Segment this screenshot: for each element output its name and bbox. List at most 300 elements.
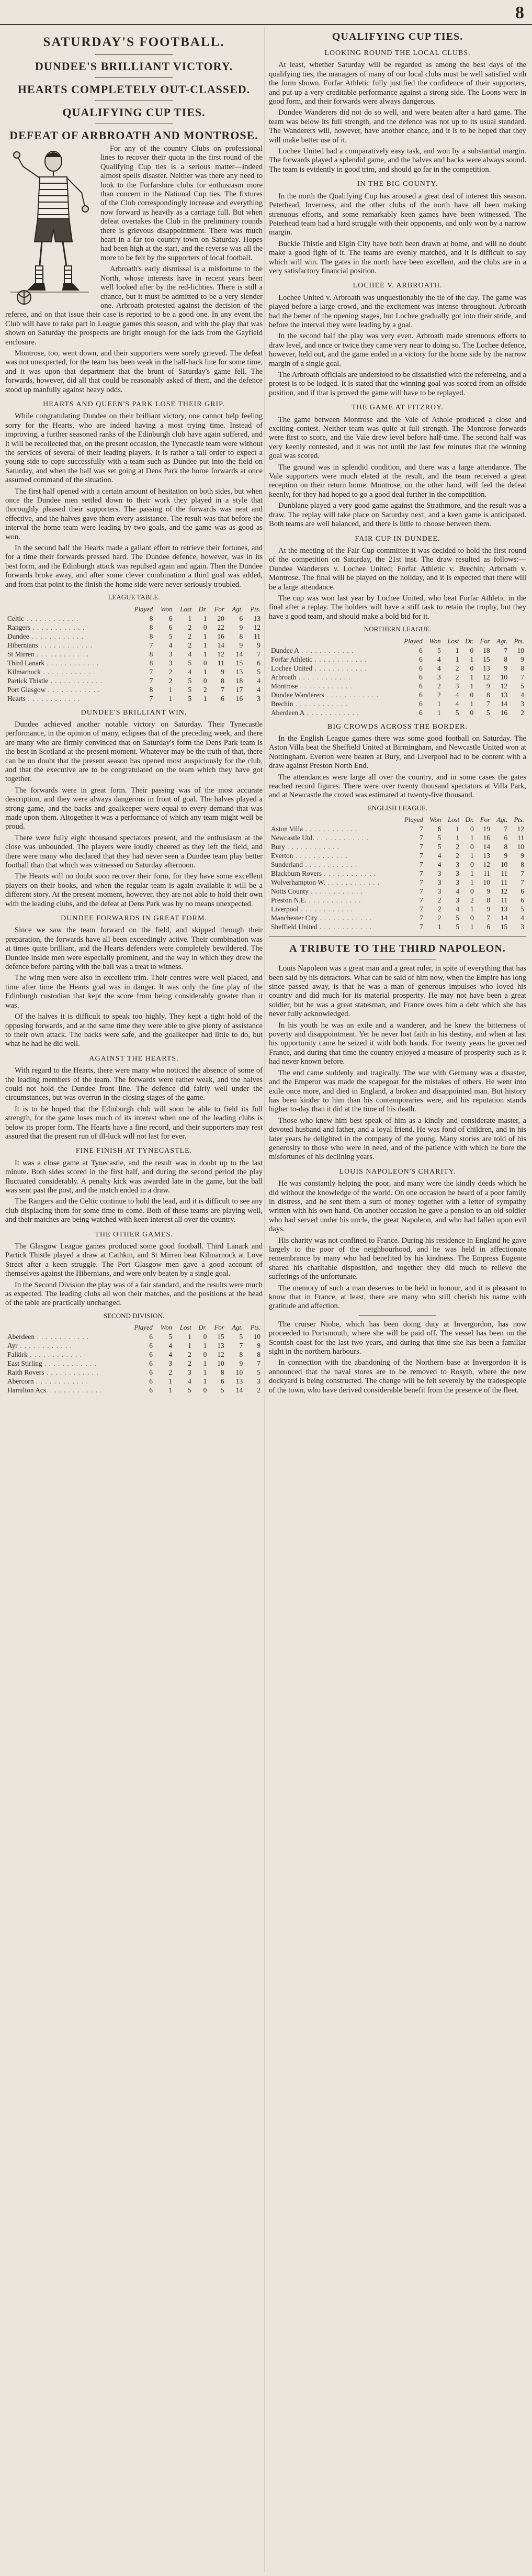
stat-cell: 4 (188, 667, 192, 676)
team-name-cell: Ayr . . . (5, 1341, 127, 1350)
stat-cell: 1 (437, 708, 441, 717)
stat-cell: 5 (455, 708, 459, 717)
stat-cell: 8 (221, 676, 224, 685)
team-name-cell: Partick Thistle . . . (5, 676, 127, 685)
stat-cell: 6 (504, 834, 508, 842)
stat-cell: 0 (203, 1351, 207, 1359)
stat-cell: 4 (437, 664, 441, 672)
article-paragraph: Those who knew him best speak of him as a kindly and considerate master, a devoted husband and father, and a loyal friend. He was fond of children, and in his later years he delighted in the company of the young. Many stories are told of his generosity to those who were in need, and of the patience with which he bore the misfortunes of his declining years. (269, 1116, 526, 1162)
stat-cell: 1 (470, 878, 474, 887)
section-subhead: LOCHEE V. ARBROATH. (353, 282, 443, 290)
table-row (269, 878, 526, 887)
stat-cell: 10 (483, 878, 490, 887)
stat-cell: 3 (456, 861, 460, 869)
section-subhead: BIG CROWDS ACROSS THE BORDER. (327, 722, 468, 731)
stat-cell: 11 (483, 869, 490, 878)
stat-cell: 2 (188, 1359, 191, 1368)
stat-cell: 4 (456, 905, 460, 913)
stat-cell: 6 (149, 1368, 153, 1377)
article-paragraph: Louis Napoleon was a great man and a great ruler, in spite of everything that has been said by his detractors. What can be said of him now, when the Empire has long since passed away, is that he was a man of generous impulses who loved his country and did much for its material prosperity. He may not have been a great soldier, but he was a great statesman, and France owes him a debt which she has never fully acknowledged. (269, 964, 526, 1019)
stat-cell: 6 (168, 614, 173, 622)
section-rule (269, 936, 526, 937)
stat-cell: 6 (520, 896, 524, 905)
stat-cell: 6 (149, 1342, 153, 1350)
table-header-cell: Dr. (465, 816, 474, 824)
stat-cell: 9 (486, 887, 490, 896)
stat-cell: 12 (217, 1351, 224, 1359)
stat-cell: 8 (149, 623, 153, 631)
left-column (5, 27, 263, 2574)
league-table (5, 605, 263, 703)
stat-cell: 1 (168, 1386, 173, 1395)
team-name-cell: Blackburn Rovers . . . (269, 869, 399, 878)
stat-cell: 12 (217, 650, 224, 658)
stat-cell: 13 (483, 852, 490, 860)
table-header-cell (5, 605, 127, 614)
table-header-cell: Played (404, 816, 423, 824)
stat-cell: 7 (149, 667, 153, 676)
team-name-cell: Bury . . . (269, 842, 399, 851)
table-row (269, 913, 526, 922)
article-paragraph: He was constantly helping the poor, and many were the kindly deeds which he did without the knowledge of the world. On one occasion he heard of a poor family in distress, and he sent them a sum of money together with a letter of sympathy written with his own hand. On another occasion he gave a pension to an old soldier who had served under his uncle, the great Napoleon, and who had fallen upon evil days. (269, 1179, 526, 1234)
stat-cell: 6 (418, 682, 423, 690)
table-row (269, 690, 526, 699)
stat-cell: 6 (418, 708, 423, 717)
article-paragraph: The wing men were also in excellent trim. Their centres were well placed, and time after time the Hearts goal was in danger. It was only the fine play of the Edinburgh custodian that kept the score from being considerably greater than it was. (5, 974, 263, 1010)
table-row (269, 851, 526, 860)
stat-cell: 1 (455, 655, 459, 663)
article-paragraph: It was a close game at Tynecastle, and the result was in doubt up to the last minute. Both sides scored in the first half, and during the second period the play fluctuated considerably. A penalty kick was awarded late in the game, but the ball was sent past the post, and the match ended in a draw. (5, 1158, 263, 1195)
stat-cell: 17 (235, 685, 243, 694)
stat-cell: 1 (188, 614, 192, 622)
table-header-cell: For (480, 816, 490, 824)
stat-cell: 9 (520, 655, 524, 663)
stat-cell: 4 (188, 650, 192, 658)
article-paragraph: In the second half the Hearts made a gallant effort to retrieve their fortunes, and for a time their forwards pressed hard. The Dundee defence, however, was in its best form, and the Edinburgh attack was repulsed again and again. Then the Dundee forwards broke away, and after some clever combination a third goal was added, and from that point to the finish the home side were never seriously troubled. (5, 544, 263, 589)
table-row (5, 694, 263, 703)
stat-cell: 4 (257, 676, 261, 685)
table-row (269, 842, 526, 851)
stat-cell: 8 (149, 650, 153, 658)
stat-cell: 12 (500, 887, 508, 896)
section-subhead: LOUIS NAPOLEON'S CHARITY. (339, 1167, 456, 1176)
stat-cell: 7 (419, 923, 423, 931)
stat-cell: 16 (483, 834, 490, 842)
stat-cell: 7 (520, 878, 524, 887)
stat-cell: 7 (149, 641, 153, 649)
stat-cell: 5 (188, 659, 192, 667)
stat-cell: 16 (500, 708, 508, 717)
stat-cell: 0 (203, 1333, 207, 1341)
stat-cell: 5 (188, 694, 192, 702)
table-row (269, 905, 526, 913)
table-header-row (269, 816, 526, 824)
stat-cell: 19 (483, 825, 490, 833)
stat-cell: 7 (239, 1342, 243, 1350)
stat-cell: 6 (418, 699, 423, 708)
stat-cell: 11 (217, 659, 224, 667)
stat-cell: 7 (419, 861, 423, 869)
stat-cell: 4 (437, 852, 442, 860)
stat-cell: 7 (419, 896, 423, 905)
team-name-cell: Dundee . . . (5, 632, 127, 641)
stat-cell: 4 (456, 887, 460, 896)
table-row (5, 1341, 263, 1350)
table-header-cell: Lost (447, 637, 459, 645)
stat-cell: 14 (217, 641, 224, 649)
stat-cell: 0 (203, 676, 207, 685)
table-row (5, 685, 263, 694)
team-name-cell: Notts County . . . (269, 887, 399, 896)
stat-cell: 6 (437, 825, 442, 833)
stat-cell: 6 (239, 614, 243, 622)
team-name-cell: Hibernians . . . (5, 641, 127, 650)
stat-cell: 0 (470, 690, 474, 699)
stat-cell: 8 (239, 1351, 243, 1359)
stat-cell: 13 (500, 905, 508, 913)
stat-cell: 4 (168, 1342, 173, 1350)
stat-cell: 7 (486, 699, 490, 708)
stat-cell: 6 (149, 1359, 153, 1368)
stat-cell: 5 (520, 905, 524, 913)
team-name-cell: Lochee United . . . (269, 664, 398, 673)
stat-cell: 6 (149, 1351, 153, 1359)
stat-cell: 11 (501, 896, 508, 905)
table-header-cell: Won (160, 1324, 173, 1332)
stat-cell: 8 (239, 632, 243, 640)
stat-cell: 14 (235, 650, 243, 658)
table-header-cell: Won (429, 637, 441, 645)
stat-cell: 18 (235, 676, 243, 685)
stat-cell: 14 (483, 843, 490, 851)
stat-cell: 1 (168, 1377, 173, 1386)
table-row (269, 646, 526, 655)
table-title: NORTHERN LEAGUE. (364, 625, 432, 633)
stat-cell: 6 (149, 1386, 153, 1395)
stat-cell: 0 (470, 646, 474, 654)
stat-cell: 5 (486, 708, 490, 717)
league-table (269, 637, 526, 717)
stat-cell: 7 (419, 825, 423, 833)
table-header-row (5, 1323, 263, 1332)
stat-cell: 7 (486, 914, 490, 922)
table-row (269, 673, 526, 682)
stat-cell: 0 (470, 887, 474, 896)
stat-cell: 12 (500, 682, 508, 690)
stat-cell: 7 (149, 694, 153, 702)
section-subhead: FAIR CUP IN DUNDEE. (355, 534, 440, 543)
stat-cell: 12 (483, 861, 490, 869)
stat-cell: 11 (501, 878, 508, 887)
stat-cell: 1 (456, 825, 460, 833)
stat-cell: 9 (257, 641, 261, 649)
divider-rule (359, 1315, 436, 1316)
stat-cell: 3 (257, 694, 261, 702)
table-row (5, 650, 263, 659)
stat-cell: 2 (470, 896, 474, 905)
table-header-cell (5, 1323, 127, 1332)
stat-cell: 15 (500, 923, 508, 931)
stat-cell: 2 (437, 896, 442, 905)
stat-cell: 5 (437, 646, 441, 654)
stat-cell: 8 (257, 1351, 261, 1359)
stat-cell: 1 (470, 655, 474, 663)
stat-cell: 2 (437, 914, 442, 922)
stat-cell: 6 (418, 690, 423, 699)
table-row (5, 1332, 263, 1341)
top-rule (0, 24, 532, 25)
stat-cell: 1 (470, 673, 474, 681)
article-paragraph: In his youth he was an exile and a wanderer, and he knew the bitterness of poverty and disappointment. Yet he never lost faith in his destiny, and when at last his opportunity came he seized it with both hands. For twenty years he governed France, and during that time the country enjoyed a measure of prosperity such as it had never known before. (269, 1021, 526, 1066)
stat-cell: 2 (168, 676, 173, 685)
team-name-cell: Manchester City . . . (269, 913, 399, 922)
stat-cell: 7 (419, 905, 423, 913)
table-row (5, 659, 263, 667)
right-column (269, 27, 526, 2574)
table-header-row (269, 637, 526, 646)
stat-cell: 16 (235, 694, 243, 702)
article-paragraph: The game between Montrose and the Vale of Athole produced a close and exciting contest. Neither team was quite at full strength. The Montrose forwards were first to score, and the Vale drew level before half-time. The second half was very keenly contested, and it was not until the last few minutes that the winning goal was scored. (269, 415, 526, 461)
stat-cell: 7 (419, 887, 423, 896)
stat-cell: 6 (168, 623, 173, 631)
article-paragraph: Lochee United had a comparatively easy task, and won by a substantial margin. The forwards played a splendid game, and the halves and backs were always sound. The team is evidently in good trim, and should go far in the competition. (269, 147, 526, 174)
stat-cell: 5 (456, 914, 460, 922)
stat-cell: 3 (520, 923, 524, 931)
article-paragraph: The attendances were large all over the country, and in some cases the gates reached record figures. There were over twenty thousand spectators at Villa Park, and at Newcastle the crowd was estimated at twenty-five thousand. (269, 773, 526, 800)
stat-cell: 5 (220, 1386, 224, 1395)
table-header-cell (269, 637, 398, 646)
stat-cell: 15 (217, 1333, 224, 1341)
stat-cell: 1 (470, 905, 474, 913)
stat-cell: 5 (437, 843, 442, 851)
stat-cell: 1 (203, 614, 207, 622)
stat-cell: 2 (520, 708, 524, 717)
team-name-cell: Aberdeen A . . . (269, 708, 398, 717)
stat-cell: 7 (221, 685, 224, 694)
team-name-cell: Wolverhampton W. . . . (269, 878, 399, 887)
stat-cell: 3 (456, 878, 460, 887)
stat-cell: 0 (470, 861, 474, 869)
stat-cell: 1 (470, 869, 474, 878)
headline-napoleon-tribute: A TRIBUTE TO THE THIRD NAPOLEON. (289, 943, 506, 955)
stat-cell: 4 (437, 861, 442, 869)
stat-cell: 6 (418, 673, 423, 681)
article-paragraph: In the English League games there was some good football on Saturday. The Aston Villa beat the Sheffield United at Birmingham, and Newcastle United won at Nottingham. Everton were beaten at Bury, and Liverpool had to be content with a draw against Preston North End. (269, 734, 526, 771)
stat-cell: 4 (437, 655, 441, 663)
article-paragraph: The memory of such a man deserves to be held in honour, and it is pleasant to know that in France, at least, there are many who still cherish his name with gratitude and affection. (269, 1284, 526, 1311)
table-row (269, 860, 526, 869)
headline-hearts-outclassed: HEARTS COMPLETELY OUT-CLASSED. (17, 83, 251, 96)
stat-cell: 1 (470, 682, 474, 690)
article-paragraph: The cruiser Niobe, which has been doing duty at Invergordon, has now proceeded to Portsmouth, where she will be paid off. The vessel has been on the Scottish coast for the last two years, and during that time she has been a familiar sight in the northern harbours. (269, 1320, 526, 1356)
divider-rule (95, 54, 173, 55)
stat-cell: 3 (437, 673, 441, 681)
stat-cell: 1 (188, 1333, 191, 1341)
table-row (269, 887, 526, 896)
stat-cell: 1 (456, 834, 460, 842)
league-table (5, 1323, 263, 1395)
stat-cell: 10 (235, 1368, 243, 1377)
table-row (5, 1368, 263, 1377)
table-header-cell: For (214, 1324, 224, 1332)
stat-cell: 1 (203, 650, 207, 658)
stat-cell: 4 (257, 685, 261, 694)
stat-cell: 2 (188, 1351, 191, 1359)
table-row (269, 922, 526, 931)
stat-cell: 2 (437, 682, 441, 690)
table-header-cell: Agt. (232, 605, 243, 613)
stat-cell: 9 (221, 667, 224, 676)
stat-cell: 5 (257, 667, 261, 676)
stat-cell: 9 (486, 682, 490, 690)
table-header-cell: Pts. (514, 816, 524, 824)
table-header-cell: Played (134, 1324, 153, 1332)
stat-cell: 13 (500, 690, 508, 699)
stat-cell: 11 (517, 834, 524, 842)
section-subhead: IN THE BIG COUNTY. (357, 180, 438, 188)
stat-cell: 8 (520, 861, 524, 869)
table-row (269, 833, 526, 842)
stat-cell: 7 (520, 869, 524, 878)
stat-cell: 13 (217, 1342, 224, 1350)
stat-cell: 1 (437, 923, 442, 931)
stat-cell: 3 (437, 887, 442, 896)
table-header-cell: Dr. (465, 637, 474, 645)
stat-cell: 9 (520, 852, 524, 860)
stat-cell: 4 (188, 1377, 191, 1386)
article-paragraph: The first half opened with a certain amount of hesitation on both sides, but when once the Dundee men settled down to their work they played in a style that thoroughly pleased their supporters. The passing of the forwards was neat and effective, and the halves gave them every assistance. The result was that before the interval the home team were leading by two goals, and the game was as good as won. (5, 487, 263, 541)
stat-cell: 2 (168, 667, 173, 676)
article-paragraph: Arbroath's early dismissal is a misfortune to the North, whose interests have in recent years been well looked after by the red-lichties. There is still a chance, but it must be admitted to be a very slender one. Arbroath protested against the decision of the referee, and on that issue their case is reported to be a good one. In any event the Club will have to take part in League games this season, and with the play that was shown on Saturday the prospects are bright enough for the lads from the Gayfield enclosure. (5, 265, 263, 347)
stat-cell: 8 (520, 664, 524, 672)
article-paragraph: In the second half the play was very even. Arbroath made strenuous efforts to draw level, and once or twice they came very near to doing so. The Lochee defence, however, held out, and the game ended in a victory for the home side by the narrow margin of a single goal. (269, 332, 526, 368)
article-paragraph: At least, whether Saturday will be regarded as among the best days of the qualifying ties, the managers of many of our local clubs must be well satisfied with the form shown. Forfar Athletic fully justified the confidence of their supporters, and put up a very creditable performance against a strong side. The Loons were in good form, and their forwards were always dangerous. (269, 61, 526, 106)
stat-cell: 3 (168, 1359, 173, 1368)
stat-cell: 9 (239, 1359, 243, 1368)
stat-cell: 8 (149, 632, 153, 640)
stat-cell: 0 (470, 843, 474, 851)
headline-saturdays-football: SATURDAY'S FOOTBALL. (43, 35, 225, 49)
page-number: 8 (515, 3, 525, 23)
article-paragraph: The Hearts will no doubt soon recover their form, for they have some excellent players on their books, and when the regular team is again available it will be a different story. At the present moment, however, they are not able to hold their own with the leading clubs, and the defeat at Dens Park was by no means unexpected. (5, 872, 263, 908)
stat-cell: 14 (235, 1386, 243, 1395)
stat-cell: 2 (455, 673, 459, 681)
stat-cell: 4 (168, 641, 173, 649)
stat-cell: 3 (437, 869, 442, 878)
article-paragraph: Montrose, too, went down, and their supporters were sorely grieved. The defeat was not unexpected, for the team has been weak in the half-back line for some time, and it was upon that department that the brunt of Saturday's game fell. The forwards, however, did all that could be reasonably asked of them, and the defence stood up manfully against heavy odds. (5, 349, 263, 394)
article-paragraph: For any of the country Clubs on professional lines to recover their quota in the first round of the Qualifying Cup ties is a serious matter—indeed almost spells disaster. Neither was there any need to look to the Forfarshire clubs for enthusiasm more than concern in the National Cup ties. The fixtures of the Club correspondingly increase and everything now forward as heavily as a carriage full. But when defeat overtakes the Club in the preliminary rounds there is grievous disappointment. There was much heart in a far too country town on Saturday. Hopes had been high at the start, and the reverse was all the more to be felt by the supporters of local football. (100, 144, 263, 262)
article-paragraph: The Glasgow League games produced some good football. Third Lanark and Partick Thistle played a draw at Cathkin, and St Mirren beat Kilmarnock at Love Street after a keen struggle. The Port Glasgow men gave a good account of themselves against the Hibernians, and were only beaten by a single goal. (5, 1242, 263, 1278)
section-subhead: DUNDEE FORWARDS IN GREAT FORM. (61, 915, 207, 923)
stat-cell: 8 (149, 659, 153, 667)
stat-cell: 6 (221, 694, 224, 702)
stat-cell: 2 (456, 852, 460, 860)
table-header-cell: Dr. (198, 605, 207, 613)
stat-cell: 3 (437, 878, 442, 887)
table-header-cell: Lost (179, 1324, 191, 1332)
stat-cell: 8 (504, 843, 508, 851)
table-header-cell: Agt. (232, 1324, 243, 1332)
article-paragraph: It is to be hoped that the Edinburgh club will soon be able to field its full strength, for the game loses much of its interest when one of the leading clubs is below its proper form. The Hearts have a fine record, and their supporters may rest assured that the present run of ill-luck will not last for ever. (5, 1105, 263, 1141)
article-paragraph: Lochee United v. Arbroath was unquestionably the tie of the day. The game was played before a large crowd, and the excitement was intense throughout. Arbroath had the better of the opening stages, but Lochee gradually got into their stride, and before the interval they were leading by a goal. (269, 293, 526, 329)
stat-cell: 9 (239, 623, 243, 631)
stat-cell: 3 (168, 650, 173, 658)
stat-cell: 7 (419, 834, 423, 842)
stat-cell: 1 (188, 1342, 191, 1350)
stat-cell: 9 (504, 664, 508, 672)
stat-cell: 9 (504, 852, 508, 860)
section-subhead: THE OTHER GAMES. (95, 1230, 173, 1239)
stat-cell: 5 (239, 1333, 243, 1341)
team-name-cell: Falkirk . . . (5, 1350, 127, 1359)
stat-cell: 8 (486, 690, 490, 699)
table-row (269, 699, 526, 708)
stat-cell: 1 (470, 699, 474, 708)
stat-cell: 6 (486, 923, 490, 931)
article-paragraph: There were fully eight thousand spectators present, and the enthusiasm at the close was unbounded. The players were loudly cheered as they left the field, and there were many who declared that they had never seen a Dundee team play better football than that which was witnessed on Saturday afternoon. (5, 833, 263, 869)
table-header-cell: Pts. (250, 605, 261, 613)
stat-cell: 7 (419, 869, 423, 878)
article-paragraph: Since we saw the team forward on the field, and skipped through their preparation, the forwards have all been exceedingly active. Their combination was at times quite brilliant, and the Hearts defenders were completely bewildered. The Dundee inside men were especially prominent, and the way in which they drew the defence before parting with the ball was a treat to witness. (5, 926, 263, 972)
team-name-cell: Aberdeen . . . (5, 1332, 127, 1341)
stat-cell: 10 (500, 673, 508, 681)
team-name-cell: Aston Villa . . . (269, 824, 399, 833)
stat-cell: 18 (483, 646, 490, 654)
stat-cell: 12 (253, 623, 261, 631)
stat-cell: 4 (455, 699, 459, 708)
stat-cell: 7 (520, 673, 524, 681)
league-table (269, 816, 526, 931)
stat-cell: 1 (203, 1342, 207, 1350)
stat-cell: 6 (418, 646, 423, 654)
table-row (269, 682, 526, 690)
table-header-cell: Agt. (496, 637, 508, 645)
table-title: ENGLISH LEAGUE. (367, 804, 428, 812)
stat-cell: 3 (168, 659, 173, 667)
stat-cell: 10 (517, 646, 524, 654)
article-paragraph: With regard to the Hearts, there were many who noticed the absence of some of the leading members of the team. The forwards were rather weak, and the halves could not hold the Dundee front line. The defence did fairly well under the circumstances, but was overrun in the closing stages of the game. (5, 1066, 263, 1102)
table-header-cell: Won (161, 605, 173, 613)
stat-cell: 8 (149, 685, 153, 694)
stat-cell: 15 (483, 655, 490, 663)
stat-cell: 1 (203, 694, 207, 702)
stat-cell: 1 (203, 667, 207, 676)
article-paragraph: While congratulating Dundee on their brilliant victory, one cannot help feeling sorry for the Hearts, who are indeed having a most trying time. Instead of improving, a further seasoned ranks of the Edinburgh club have again suffered, and it will be recollected that, on the present occasion, the Tynecastle team were without the services of several of their leading players. It is rather a tall order to expect a young side to cope successfully with a team such as Dundee put into the field on Saturday, and when the ball was set going at Dens Park the home forwards at once assumed command of the situation. (5, 412, 263, 485)
article-paragraph: His charity was not confined to France. During his residence in England he gave largely to the poor of the neighbourhood, and he was held in affectionate remembrance by many who had benefited by his kindness. The Empress Eugenie shared his charitable disposition, and together they did much to relieve the sufferings of the unfortunate. (269, 1236, 526, 1281)
stat-cell: 7 (419, 843, 423, 851)
stat-cell: 1 (203, 1377, 207, 1386)
table-header-cell: Lost (180, 605, 192, 613)
stat-cell: 2 (188, 641, 192, 649)
table-header-cell: Won (429, 816, 442, 824)
divider-rule (95, 77, 173, 78)
stat-cell: 7 (419, 878, 423, 887)
stat-cell: 6 (220, 1377, 224, 1386)
section-subhead: HEARTS AND QUEEN'S PARK LOSE THEIR GRIP. (43, 400, 225, 408)
article-paragraph: At the meeting of the Fair Cup committee it was decided to hold the first round of the competition on Saturday, the 21st inst. The draw resulted as follows:—Dundee Wanderers v. Lochee United; Forfar Athletic v. Brechin; Arbroath v. Montrose. The final will be played on the holiday, and it is expected that there will be a large attendance. (269, 546, 526, 592)
table-row (5, 1386, 263, 1395)
section-subhead: DUNDEE'S BRILLIANT WIN. (81, 708, 187, 717)
article-paragraph: Dundee achieved another notable victory on Saturday. Their Tynecastle performance, in the opinion of many, eclipses that of the preceding week, and there are many who are firmly convinced that on Saturday's form the Dens Park team is the best in Scotland at the present moment. Whatever may be the truth of that, there can be no doubt that the present season has opened most auspiciously for the club, and that the executive are to be congratulated on the team which they have got together. (5, 720, 263, 784)
stat-cell: 1 (168, 685, 173, 694)
stat-cell: 8 (504, 655, 508, 663)
stat-cell: 9 (486, 905, 490, 913)
stat-cell: 2 (456, 843, 460, 851)
team-name-cell: East Stirling . . . (5, 1359, 127, 1368)
table-header-cell: Played (134, 605, 153, 613)
stat-cell: 3 (520, 699, 524, 708)
table-row (5, 632, 263, 641)
